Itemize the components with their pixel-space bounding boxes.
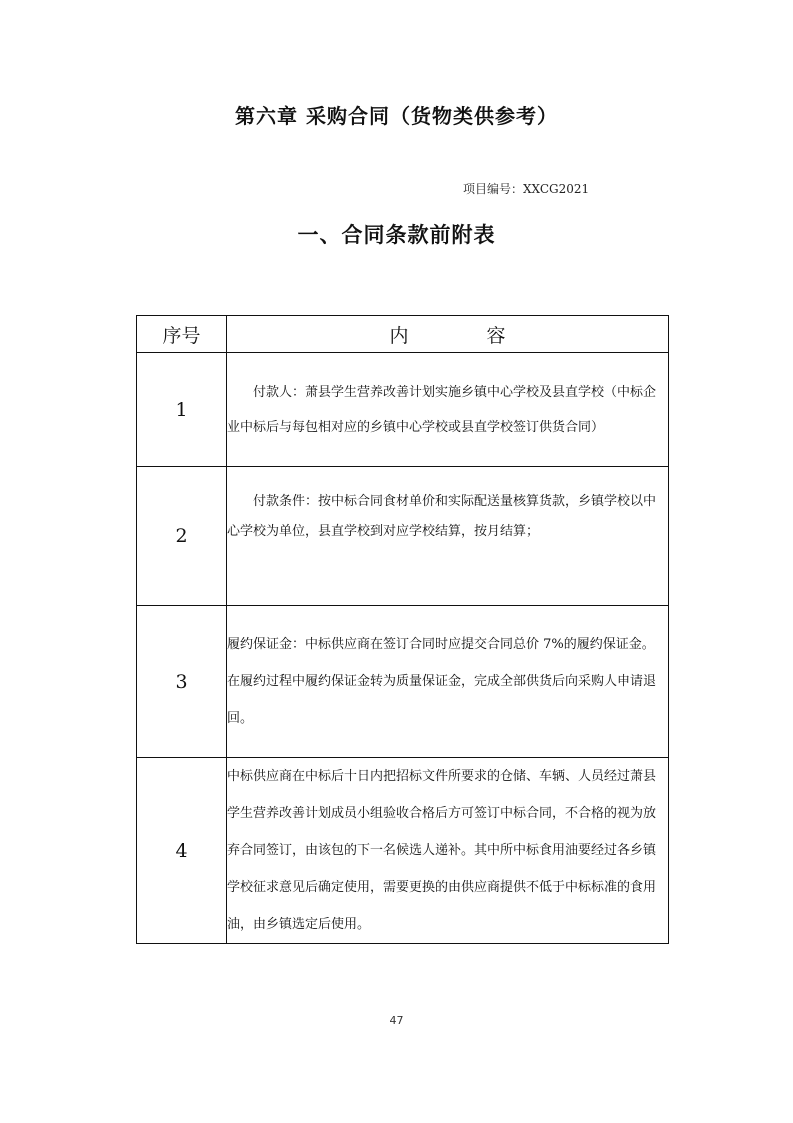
table-row: [137, 467, 669, 606]
section-title: 一、合同条款前附表: [297, 223, 496, 247]
row-number: 1: [137, 353, 227, 467]
table-header-row: [137, 316, 669, 353]
row-content: [227, 467, 669, 606]
header-content: [227, 316, 669, 353]
clause-paragraph: 中标供应商在中标后十日内把招标文件所要求的仓储、车辆、人员经过萧县学生营养改善计划成员小组验收合格后方可签订中标合同，不合格的视为放弃合同签订，由该包的下一名候选人递补。其中所中标食用油要经过各乡镇学校征求意见后确定使用，需要更换的由供应商提供不低于中标标准的食用油，由乡镇选定后使用。: [227, 769, 657, 932]
clause-paragraph: 在履约过程中履约保证金转为质量保证金，完成全部供货后向采购人申请退回。: [227, 674, 657, 726]
clause-paragraph: 付款人：萧县学生营养改善计划实施乡镇中心学校及县直学校（中标企业中标后与每包相对应的乡镇中心学校或县直学校签订供货合同）: [227, 384, 657, 435]
row-number: 2: [137, 467, 227, 606]
row-number: 4: [137, 758, 227, 944]
row-number: 3: [137, 606, 227, 758]
clause-paragraph: 付款条件：按中标合同食材单价和实际配送量核算货款，乡镇学校以中心学校为单位，县直学校到对应学校结算，按月结算；: [227, 494, 657, 539]
project-number: 项目编号：XXCG2021: [463, 182, 590, 196]
table-row: [137, 353, 669, 467]
clause-paragraph: 履约保证金：中标供应商在签订合同时应提交合同总价 7%的履约保证金。: [227, 637, 655, 652]
row-content: [227, 758, 669, 944]
row-content: [227, 353, 669, 467]
table-row: [137, 758, 669, 944]
chapter-title: 第六章 采购合同（货物类供参考）: [235, 104, 558, 128]
table-row: [137, 606, 669, 758]
header-content-right: 容: [486, 324, 506, 347]
page-number: 47: [389, 1014, 404, 1027]
header-content-left: 内: [389, 324, 409, 347]
row-content: [227, 606, 669, 758]
contract-terms-table: [136, 315, 669, 944]
header-no: 序号: [137, 316, 227, 353]
